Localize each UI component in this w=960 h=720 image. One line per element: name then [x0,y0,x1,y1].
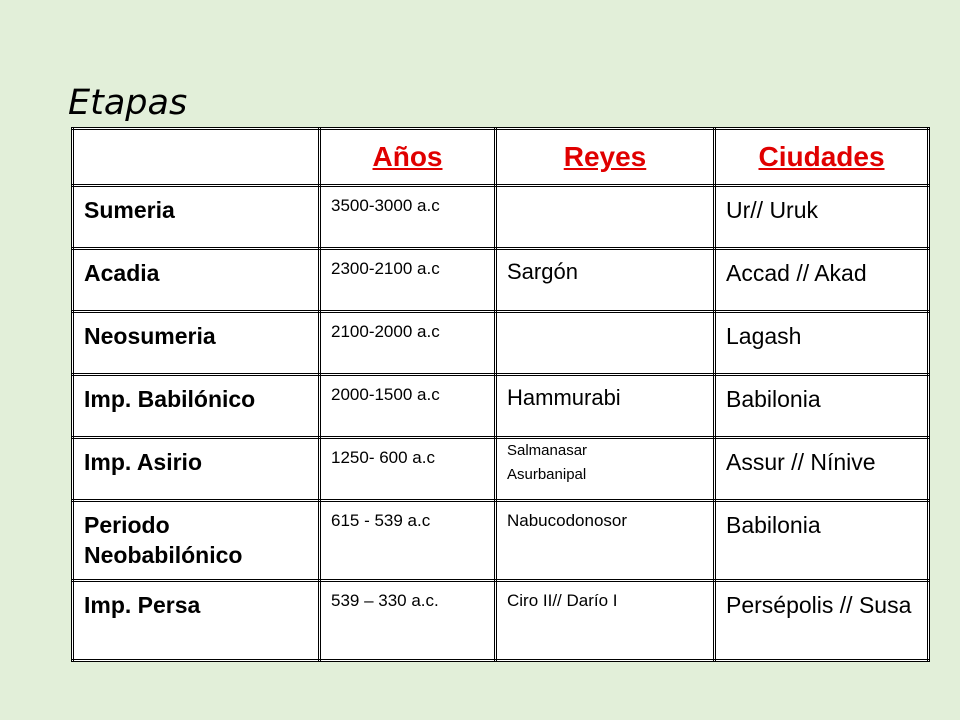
header-years: Años [320,129,496,186]
kings-cell [496,581,715,661]
years-cell: 1250- 600 a.c [320,438,496,501]
kings-cell [496,249,715,312]
stage-cell: Imp. Babilónico [73,375,320,438]
cities-cell: Persépolis // Susa [715,581,929,661]
years-cell: 3500-3000 a.c [320,186,496,249]
years-cell: 539 – 330 a.c. [320,581,496,661]
stage-cell: Imp. Persa [73,581,320,661]
table-row [73,438,929,501]
kings-cell [496,438,715,501]
cities-cell: Babilonia [715,375,929,438]
king-name: Nabucodonosor [507,511,628,530]
table-row [73,375,929,438]
table-row [73,581,929,661]
years-cell: 615 - 539 a.c [320,501,496,581]
king-name: Asurbanipal [507,466,587,483]
years-cell: 2300-2100 a.c [320,249,496,312]
king-name: Salmanasar [507,442,588,459]
kings-cell [496,312,715,375]
cities-cell: Ur// Uruk [715,186,929,249]
cities-cell: Accad // Akad [715,249,929,312]
table-row [73,186,929,249]
cities-cell: Lagash [715,312,929,375]
cities-cell: Babilonia [715,501,929,581]
years-cell: 2000-1500 a.c [320,375,496,438]
king-name: Hammurabi [507,385,621,410]
stage-cell: Acadia [73,249,320,312]
stage-cell: Imp. Asirio [73,438,320,501]
king-name: Ciro II// Darío I [507,591,618,610]
stage-cell: Sumeria [73,186,320,249]
table-row [73,249,929,312]
header-kings: Reyes [496,129,715,186]
table-header-row [73,129,929,186]
kings-cell [496,501,715,581]
years-cell: 2100-2000 a.c [320,312,496,375]
table-row [73,312,929,375]
cities-cell: Assur // Nínive [715,438,929,501]
king-name: Sargón [507,259,578,284]
kings-cell [496,375,715,438]
stage-cell: Neosumeria [73,312,320,375]
header-cities: Ciudades [715,129,929,186]
stages-table [71,127,930,662]
table-row [73,501,929,581]
stage-cell: Periodo Neobabilónico [73,501,320,581]
kings-cell [496,186,715,249]
header-empty [73,129,320,186]
slide-title: Etapas [68,83,188,123]
